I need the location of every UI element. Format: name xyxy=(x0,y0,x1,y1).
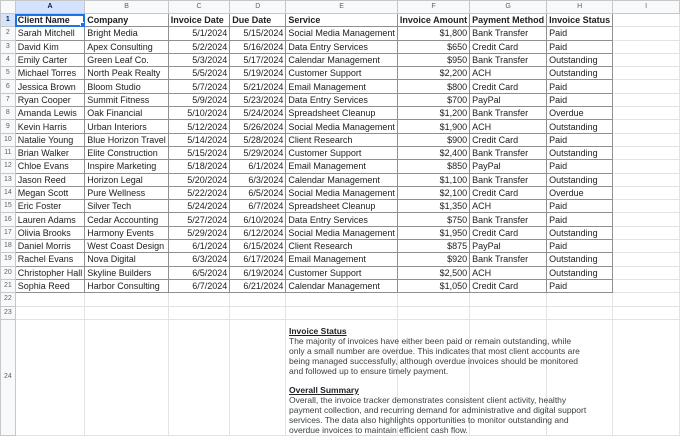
invoice-status-paragraph: The majority of invoices have either been paid or remain outstanding, while only a small number are overdue. This indicates that most client accounts are being managed successfully, although overdue invoices should be monitored and followed up to ensure timely payment. xyxy=(289,336,580,376)
table-row xyxy=(1,213,680,226)
table-row xyxy=(1,93,680,106)
column-header-b[interactable]: B xyxy=(85,1,169,14)
table-cell[interactable]: Natalie Young xyxy=(15,133,85,146)
table-row xyxy=(1,160,680,173)
cell-empty[interactable] xyxy=(168,319,230,435)
column-header-a[interactable]: A xyxy=(15,1,85,14)
table-cell[interactable]: Outstanding xyxy=(547,67,613,80)
overall-summary-heading: Overall Summary xyxy=(289,385,359,395)
cell-empty[interactable] xyxy=(230,319,286,435)
table-cell[interactable]: 6/15/2024 xyxy=(230,240,286,253)
table-cell[interactable]: 5/24/2024 xyxy=(168,200,230,213)
table-row xyxy=(1,120,680,133)
cell-empty[interactable] xyxy=(613,120,680,133)
table-cell[interactable]: Eric Foster xyxy=(15,200,85,213)
cell-empty[interactable] xyxy=(613,213,680,226)
table-row xyxy=(1,253,680,266)
table-cell[interactable]: Paid xyxy=(547,40,613,53)
table-cell[interactable]: 5/17/2024 xyxy=(230,53,286,66)
empty-row xyxy=(1,293,680,306)
row-number[interactable]: 12 xyxy=(1,160,16,173)
table-row xyxy=(1,279,680,292)
column-header-e[interactable]: E xyxy=(286,1,398,14)
table-cell[interactable]: 5/20/2024 xyxy=(168,173,230,186)
row-number[interactable]: 6 xyxy=(1,80,16,93)
cell-invoice-status-header[interactable]: Invoice Status xyxy=(547,14,613,27)
table-cell[interactable]: ACH xyxy=(470,266,547,279)
table-cell[interactable]: $750 xyxy=(397,213,469,226)
row-number[interactable]: 8 xyxy=(1,107,16,120)
table-cell[interactable]: West Coast Design xyxy=(85,240,169,253)
row-number[interactable]: 4 xyxy=(1,53,16,66)
table-cell[interactable]: 5/26/2024 xyxy=(230,120,286,133)
table-cell[interactable]: ACH xyxy=(470,200,547,213)
cell-empty[interactable] xyxy=(470,293,547,306)
table-cell[interactable]: Bank Transfer xyxy=(470,213,547,226)
cell-empty[interactable] xyxy=(613,27,680,40)
table-cell[interactable]: Kevin Harris xyxy=(15,120,85,133)
cell-payment-method-header[interactable]: Payment Method xyxy=(470,14,547,27)
table-cell[interactable]: $920 xyxy=(397,253,469,266)
overall-summary-paragraph: Overall, the invoice tracker demonstrates consistent client activity, healthy payment collection, and recurring demand for administrative and digital support services. The data also highlights opportunities to monitor outstanding and overdue invoices to maintain efficient cash flow. xyxy=(289,395,587,435)
cell-empty[interactable] xyxy=(613,80,680,93)
table-cell[interactable]: Paid xyxy=(547,240,613,253)
row-number[interactable]: 15 xyxy=(1,200,16,213)
table-cell[interactable]: $1,100 xyxy=(397,173,469,186)
table-cell[interactable]: PayPal xyxy=(470,240,547,253)
table-row xyxy=(1,107,680,120)
row-number[interactable]: 10 xyxy=(1,133,16,146)
cell-empty[interactable] xyxy=(547,306,613,319)
table-cell[interactable]: 5/7/2024 xyxy=(168,80,230,93)
column-header-g[interactable]: G xyxy=(470,1,547,14)
table-cell[interactable]: $1,350 xyxy=(397,200,469,213)
table-cell[interactable]: 6/3/2024 xyxy=(168,253,230,266)
table-cell[interactable]: Chloe Evans xyxy=(15,160,85,173)
cell-empty[interactable] xyxy=(85,306,169,319)
table-cell[interactable]: 6/3/2024 xyxy=(230,173,286,186)
table-cell[interactable]: Outstanding xyxy=(547,53,613,66)
row-number[interactable]: 17 xyxy=(1,226,16,239)
cell-empty[interactable] xyxy=(613,40,680,53)
cell-empty[interactable] xyxy=(613,279,680,292)
table-cell[interactable]: Email Management xyxy=(286,253,398,266)
table-cell[interactable]: Rachel Evans xyxy=(15,253,85,266)
table-cell[interactable]: Bank Transfer xyxy=(470,253,547,266)
table-cell[interactable]: Apex Consulting xyxy=(85,40,169,53)
table-cell[interactable]: Blue Horizon Travel xyxy=(85,133,169,146)
cell-invoice-date-header[interactable]: Invoice Date xyxy=(168,14,230,27)
row-number[interactable]: 22 xyxy=(1,293,16,306)
cell-empty[interactable] xyxy=(613,67,680,80)
cell-empty[interactable] xyxy=(613,53,680,66)
table-cell[interactable]: Social Media Management xyxy=(286,226,398,239)
notes-text-block xyxy=(289,326,589,444)
table-cell[interactable]: 5/9/2024 xyxy=(168,93,230,106)
table-cell[interactable]: Data Entry Services xyxy=(286,213,398,226)
cell-empty[interactable] xyxy=(613,306,680,319)
table-cell[interactable]: $1,200 xyxy=(397,107,469,120)
cell-empty[interactable] xyxy=(85,293,169,306)
cell-empty[interactable] xyxy=(613,226,680,239)
row-number[interactable]: 1 xyxy=(1,14,16,27)
table-cell[interactable]: 5/29/2024 xyxy=(168,226,230,239)
cell-empty[interactable] xyxy=(230,293,286,306)
row-number[interactable]: 2 xyxy=(1,27,16,40)
row-number[interactable]: 9 xyxy=(1,120,16,133)
table-cell[interactable]: $875 xyxy=(397,240,469,253)
table-cell[interactable]: Bank Transfer xyxy=(470,173,547,186)
table-cell[interactable]: 6/19/2024 xyxy=(230,266,286,279)
table-cell[interactable]: Inspire Marketing xyxy=(85,160,169,173)
table-cell[interactable]: Calendar Management xyxy=(286,279,398,292)
cell-empty[interactable] xyxy=(613,133,680,146)
cell-empty[interactable] xyxy=(168,293,230,306)
table-row xyxy=(1,133,680,146)
row-number[interactable]: 14 xyxy=(1,186,16,199)
table-cell[interactable]: $950 xyxy=(397,53,469,66)
cell-empty[interactable] xyxy=(15,306,85,319)
column-header-h[interactable]: H xyxy=(547,1,613,14)
cell-due-date-header[interactable]: Due Date xyxy=(230,14,286,27)
table-cell[interactable]: 5/18/2024 xyxy=(168,160,230,173)
table-cell[interactable]: Cedar Accounting xyxy=(85,213,169,226)
table-cell[interactable]: Olivia Brooks xyxy=(15,226,85,239)
table-cell[interactable]: Bloom Studio xyxy=(85,80,169,93)
cell-empty[interactable] xyxy=(397,293,469,306)
table-cell[interactable]: 6/1/2024 xyxy=(230,160,286,173)
row-number[interactable]: 23 xyxy=(1,306,16,319)
table-cell[interactable]: 6/5/2024 xyxy=(168,266,230,279)
table-cell[interactable]: Spreadsheet Cleanup xyxy=(286,107,398,120)
table-cell[interactable]: $2,400 xyxy=(397,146,469,159)
column-header-d[interactable]: D xyxy=(230,1,286,14)
table-cell[interactable]: 5/3/2024 xyxy=(168,53,230,66)
table-cell[interactable]: Amanda Lewis xyxy=(15,107,85,120)
fill-handle[interactable] xyxy=(80,22,85,27)
table-cell[interactable]: Customer Support xyxy=(286,146,398,159)
table-cell[interactable]: Bank Transfer xyxy=(470,107,547,120)
cell-empty[interactable] xyxy=(168,306,230,319)
table-cell[interactable]: Ryan Cooper xyxy=(15,93,85,106)
table-cell[interactable]: Bank Transfer xyxy=(470,146,547,159)
table-cell[interactable]: 5/10/2024 xyxy=(168,107,230,120)
table-cell[interactable]: Credit Card xyxy=(470,279,547,292)
table-cell[interactable]: 5/15/2024 xyxy=(230,27,286,40)
cell-empty[interactable] xyxy=(547,293,613,306)
cell-empty[interactable] xyxy=(613,293,680,306)
table-cell[interactable]: 5/5/2024 xyxy=(168,67,230,80)
table-cell[interactable]: North Peak Realty xyxy=(85,67,169,80)
table-cell[interactable]: Outstanding xyxy=(547,266,613,279)
table-cell[interactable]: Bank Transfer xyxy=(470,27,547,40)
select-all-corner[interactable] xyxy=(1,1,16,14)
table-cell[interactable]: Social Media Management xyxy=(286,120,398,133)
table-cell[interactable]: $1,050 xyxy=(397,279,469,292)
table-cell[interactable]: 6/5/2024 xyxy=(230,186,286,199)
table-cell[interactable]: Outstanding xyxy=(547,173,613,186)
table-cell[interactable]: Summit Fitness xyxy=(85,93,169,106)
cell-empty[interactable] xyxy=(613,93,680,106)
cell-empty[interactable] xyxy=(613,14,680,27)
table-row xyxy=(1,266,680,279)
table-cell[interactable]: 5/24/2024 xyxy=(230,107,286,120)
table-cell[interactable]: Green Leaf Co. xyxy=(85,53,169,66)
table-cell[interactable]: $700 xyxy=(397,93,469,106)
table-cell[interactable]: Harmony Events xyxy=(85,226,169,239)
table-cell[interactable]: 5/16/2024 xyxy=(230,40,286,53)
table-cell[interactable]: Brian Walker xyxy=(15,146,85,159)
table-cell[interactable]: $850 xyxy=(397,160,469,173)
table-cell[interactable]: 5/23/2024 xyxy=(230,93,286,106)
table-row xyxy=(1,173,680,186)
table-cell[interactable]: Michael Torres xyxy=(15,67,85,80)
table-cell[interactable]: Email Management xyxy=(286,80,398,93)
cell-invoice-amount-header[interactable]: Invoice Amount xyxy=(397,14,469,27)
table-cell[interactable]: Oak Financial xyxy=(85,107,169,120)
table-cell[interactable]: 5/14/2024 xyxy=(168,133,230,146)
row-number[interactable]: 5 xyxy=(1,67,16,80)
table-cell[interactable]: Elite Construction xyxy=(85,146,169,159)
table-cell[interactable]: Paid xyxy=(547,133,613,146)
table-cell[interactable]: 5/1/2024 xyxy=(168,27,230,40)
table-cell[interactable]: Customer Support xyxy=(286,266,398,279)
cell-empty[interactable] xyxy=(613,160,680,173)
table-cell[interactable]: Client Research xyxy=(286,133,398,146)
table-cell[interactable]: Overdue xyxy=(547,107,613,120)
table-cell[interactable]: 5/27/2024 xyxy=(168,213,230,226)
table-cell[interactable]: Credit Card xyxy=(470,226,547,239)
table-cell[interactable]: Credit Card xyxy=(470,186,547,199)
cell-client-name-header[interactable]: Client Name xyxy=(15,14,85,27)
table-row xyxy=(1,53,680,66)
table-cell[interactable]: Outstanding xyxy=(547,146,613,159)
row-number[interactable]: 3 xyxy=(1,40,16,53)
cell-empty[interactable] xyxy=(613,146,680,159)
table-cell[interactable]: Pure Wellness xyxy=(85,186,169,199)
table-cell[interactable]: Harbor Consulting xyxy=(85,279,169,292)
cell-empty[interactable] xyxy=(613,253,680,266)
column-header-row xyxy=(1,1,680,14)
row-number[interactable]: 16 xyxy=(1,213,16,226)
row-number[interactable]: 7 xyxy=(1,93,16,106)
table-cell[interactable]: $1,900 xyxy=(397,120,469,133)
table-cell[interactable]: 5/15/2024 xyxy=(168,146,230,159)
column-header-i[interactable]: I xyxy=(613,1,680,14)
table-cell[interactable]: Outstanding xyxy=(547,120,613,133)
cell-empty[interactable] xyxy=(85,319,169,435)
table-cell[interactable]: Client Research xyxy=(286,240,398,253)
table-row xyxy=(1,146,680,159)
table-cell[interactable]: Megan Scott xyxy=(15,186,85,199)
table-cell[interactable]: 6/1/2024 xyxy=(168,240,230,253)
table-cell[interactable]: ACH xyxy=(470,67,547,80)
cell-empty[interactable] xyxy=(286,306,398,319)
table-cell[interactable]: Customer Support xyxy=(286,67,398,80)
table-cell[interactable]: PayPal xyxy=(470,160,547,173)
table-row xyxy=(1,240,680,253)
table-cell[interactable]: 5/2/2024 xyxy=(168,40,230,53)
table-cell[interactable]: Bright Media xyxy=(85,27,169,40)
cell-empty[interactable] xyxy=(613,186,680,199)
cell-empty[interactable] xyxy=(286,293,398,306)
table-cell[interactable]: Calendar Management xyxy=(286,173,398,186)
table-row xyxy=(1,27,680,40)
table-cell[interactable]: Paid xyxy=(547,200,613,213)
cell-empty[interactable] xyxy=(613,173,680,186)
cell-empty[interactable] xyxy=(15,293,85,306)
row-number[interactable]: 11 xyxy=(1,146,16,159)
table-cell[interactable]: Credit Card xyxy=(470,133,547,146)
table-cell[interactable]: 6/17/2024 xyxy=(230,253,286,266)
table-cell[interactable]: $800 xyxy=(397,80,469,93)
cell-empty[interactable] xyxy=(230,306,286,319)
table-cell[interactable]: Outstanding xyxy=(547,253,613,266)
table-cell[interactable]: 6/7/2024 xyxy=(168,279,230,292)
table-cell[interactable]: Christopher Hall xyxy=(15,266,85,279)
table-row xyxy=(1,226,680,239)
table-cell[interactable]: Credit Card xyxy=(470,80,547,93)
table-cell[interactable]: Jason Reed xyxy=(15,173,85,186)
cell-empty[interactable] xyxy=(613,107,680,120)
cell-empty[interactable] xyxy=(397,306,469,319)
table-cell[interactable]: $650 xyxy=(397,40,469,53)
table-cell[interactable]: 6/10/2024 xyxy=(230,213,286,226)
row-number[interactable]: 13 xyxy=(1,173,16,186)
table-cell[interactable]: Daniel Morris xyxy=(15,240,85,253)
table-cell[interactable]: Data Entry Services xyxy=(286,40,398,53)
table-cell[interactable]: Paid xyxy=(547,160,613,173)
table-cell[interactable]: Spreadsheet Cleanup xyxy=(286,200,398,213)
table-cell[interactable]: David Kim xyxy=(15,40,85,53)
table-cell[interactable]: Jessica Brown xyxy=(15,80,85,93)
cell-empty[interactable] xyxy=(613,240,680,253)
table-cell[interactable]: $2,200 xyxy=(397,67,469,80)
table-cell[interactable]: Social Media Management xyxy=(286,27,398,40)
table-cell[interactable]: Horizon Legal xyxy=(85,173,169,186)
table-row xyxy=(1,40,680,53)
table-cell[interactable]: Sophia Reed xyxy=(15,279,85,292)
column-header-f[interactable]: F xyxy=(397,1,469,14)
table-cell[interactable]: Paid xyxy=(547,93,613,106)
table-cell[interactable]: Bank Transfer xyxy=(470,53,547,66)
table-cell[interactable]: Outstanding xyxy=(547,226,613,239)
table-cell[interactable]: Nova Digital xyxy=(85,253,169,266)
cell-empty[interactable] xyxy=(470,306,547,319)
table-cell[interactable]: Paid xyxy=(547,213,613,226)
row-number[interactable]: 20 xyxy=(1,266,16,279)
table-row xyxy=(1,67,680,80)
cell-service-header[interactable]: Service xyxy=(286,14,398,27)
table-cell[interactable]: Silver Tech xyxy=(85,200,169,213)
cell-empty[interactable] xyxy=(613,319,680,435)
table-cell[interactable]: ACH xyxy=(470,120,547,133)
table-cell[interactable]: Paid xyxy=(547,27,613,40)
table-cell[interactable]: 5/12/2024 xyxy=(168,120,230,133)
table-cell[interactable]: 6/12/2024 xyxy=(230,226,286,239)
table-cell[interactable]: $2,500 xyxy=(397,266,469,279)
column-header-c[interactable]: C xyxy=(168,1,230,14)
empty-row xyxy=(1,306,680,319)
table-cell[interactable]: Urban Interiors xyxy=(85,120,169,133)
table-cell[interactable]: 6/7/2024 xyxy=(230,200,286,213)
table-cell[interactable]: Calendar Management xyxy=(286,53,398,66)
row-number[interactable]: 18 xyxy=(1,240,16,253)
table-cell[interactable]: Social Media Management xyxy=(286,186,398,199)
header-row xyxy=(1,14,680,27)
table-cell[interactable]: 5/29/2024 xyxy=(230,146,286,159)
table-cell[interactable]: 5/22/2024 xyxy=(168,186,230,199)
row-number[interactable]: 19 xyxy=(1,253,16,266)
cell-empty[interactable] xyxy=(613,266,680,279)
table-cell[interactable]: $2,100 xyxy=(397,186,469,199)
table-cell[interactable]: 5/21/2024 xyxy=(230,80,286,93)
table-cell[interactable]: $900 xyxy=(397,133,469,146)
table-cell[interactable]: 6/21/2024 xyxy=(230,279,286,292)
table-cell[interactable]: Overdue xyxy=(547,186,613,199)
table-cell[interactable]: $1,950 xyxy=(397,226,469,239)
table-cell[interactable]: Sarah Mitchell xyxy=(15,27,85,40)
table-cell[interactable]: Data Entry Services xyxy=(286,93,398,106)
invoice-status-heading: Invoice Status xyxy=(289,326,347,336)
row-number[interactable]: 21 xyxy=(1,279,16,292)
table-cell[interactable]: 5/28/2024 xyxy=(230,133,286,146)
table-cell[interactable]: Paid xyxy=(547,279,613,292)
cell-empty[interactable] xyxy=(613,200,680,213)
cell-company-header[interactable]: Company xyxy=(85,14,169,27)
table-cell[interactable]: Emily Carter xyxy=(15,53,85,66)
table-cell[interactable]: Paid xyxy=(547,80,613,93)
table-cell[interactable]: PayPal xyxy=(470,93,547,106)
table-row xyxy=(1,200,680,213)
table-cell[interactable]: $1,800 xyxy=(397,27,469,40)
table-cell[interactable]: Email Management xyxy=(286,160,398,173)
row-number[interactable]: 24 xyxy=(1,319,16,435)
table-cell[interactable]: 5/19/2024 xyxy=(230,67,286,80)
table-cell[interactable]: Skyline Builders xyxy=(85,266,169,279)
table-row xyxy=(1,80,680,93)
table-row xyxy=(1,186,680,199)
cell-empty[interactable] xyxy=(15,319,85,435)
table-cell[interactable]: Lauren Adams xyxy=(15,213,85,226)
table-cell[interactable]: Credit Card xyxy=(470,40,547,53)
